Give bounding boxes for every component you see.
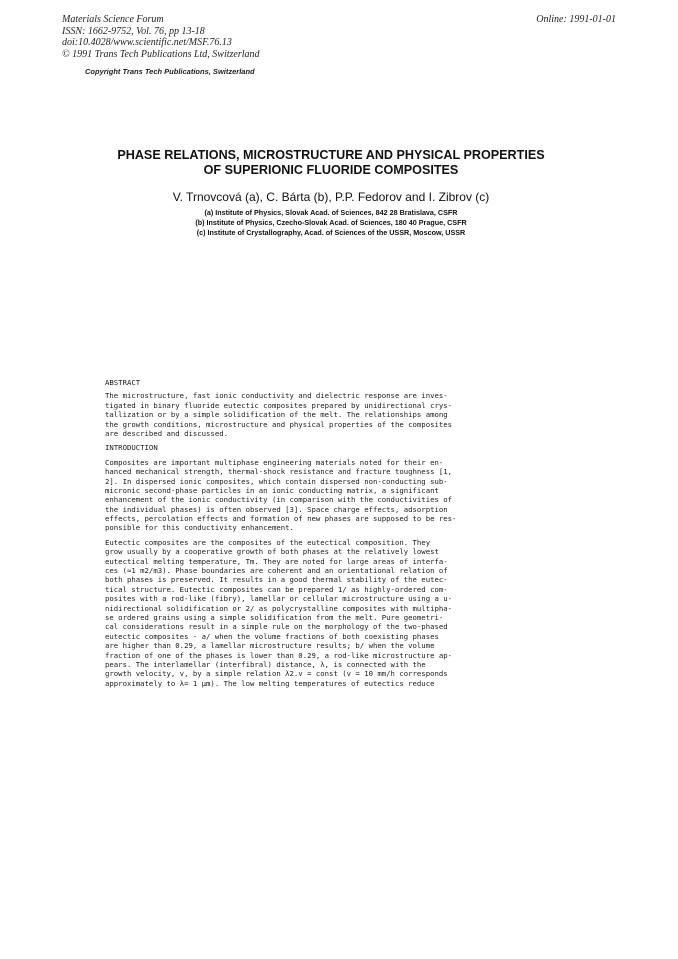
- journal-publisher: © 1991 Trans Tech Publications Ltd, Switzerland: [62, 48, 260, 60]
- paragraph-line: posites with a rod-like (fibry), lamellar or cellular microstructure using a u-: [105, 594, 453, 604]
- paragraph-line: hanced mechanical strength, thermal-shock resistance and fracture toughness [1,: [105, 467, 453, 477]
- paragraph-line: approximately to λ= 1 μm). The low melting temperatures of eutectics reduce: [105, 678, 435, 688]
- introduction-paragraph-1: [105, 458, 545, 533]
- copyright-line: Copyright Trans Tech Publications, Switzerland: [85, 67, 255, 76]
- paragraph-line: 2]. In dispersed ionic composites, which contain dispersed non-conducting sub-: [105, 476, 448, 486]
- journal-issn: ISSN: 1662-9752, Vol. 76, pp 13-18: [62, 25, 205, 37]
- title-line-1: PHASE RELATIONS, MICROSTRUCTURE AND PHYSICAL PROPERTIES: [117, 148, 545, 162]
- title-line-2: OF SUPERIONIC FLUORIDE COMPOSITES: [203, 162, 459, 177]
- affiliation-b: (b) Institute of Physics, Czecho-Slovak Acad. of Sciences, 180 40 Prague, CSFR: [195, 218, 467, 227]
- journal-doi: doi:10.4028/www.scientific.net/MSF.76.13: [62, 37, 232, 48]
- paragraph-line: tical structure. Eutectic composites can be prepared 1/ as highly-ordered com-: [105, 584, 448, 594]
- paragraph-line: Eutectic composites are the composites of the eutectical composition. They: [105, 537, 431, 547]
- paragraph-line: grow usually by a cooperative growth of both phases at the relatively lowest: [105, 547, 439, 557]
- abstract-line: tallization or by a simple solidification of the melt. The relationships among: [105, 410, 448, 420]
- paragraph-line: the individual phases) is often observed [3]. Space charge effects, adsorption: [105, 504, 448, 514]
- author-list: V. Trnovcová (a), C. Bárta (b), P.P. Fedorov and I. Zibrov (c): [172, 190, 490, 204]
- paragraph-line: fraction of one of the phases is lower than 0.29, a rod-like microstructure ap-: [105, 650, 453, 660]
- introduction-paragraph-2: [105, 538, 545, 688]
- paragraph-line: ces (≈1 m2/m3). Phase boundaries are coherent and an orientational relation of: [105, 566, 448, 576]
- abstract-heading: ABSTRACT: [105, 378, 141, 387]
- abstract-line: The microstructure, fast ionic conductivity and dielectric response are inves-: [105, 391, 448, 401]
- introduction-heading: INTRODUCTION: [105, 443, 158, 453]
- paper-body: [105, 378, 545, 688]
- affiliation-list: [96, 208, 566, 238]
- paragraph-line: cal considerations result in a simple rule on the morphology of the two-phased: [105, 622, 448, 632]
- paragraph-line: pears. The interlamellar (interfibral) distance, λ, is connected with the: [105, 659, 426, 669]
- paragraph-line: eutectical melting temperature, Tm. They are noted for large areas of interfa-: [105, 556, 448, 566]
- paragraph-line: are higher than 0.29, a lamellar microstructure results; b/ when the volume: [105, 641, 435, 651]
- abstract-line: are described and discussed.: [105, 428, 229, 438]
- paragraph-line: nidirectional solidification or 2/ as polycrystalline composites with multipha-: [105, 603, 453, 613]
- paragraph-line: micronic second-phase particles in an ionic conducting matrix, a significant: [105, 485, 439, 495]
- affiliation-c: (c) Institute of Crystallography, Acad. of Sciences of the USSR, Moscow, USSR: [196, 228, 466, 237]
- paragraph-line: Composites are important multiphase engineering materials noted for their en-: [105, 457, 444, 467]
- online-date: Online: 1991-01-01: [536, 14, 616, 25]
- paragraph-line: enhancement of the ionic conductivity (in comparison with the conductivities of: [105, 495, 453, 505]
- paragraph-line: ponsible for this conductivity enhancement.: [105, 523, 294, 533]
- journal-name: Materials Science Forum: [62, 14, 164, 25]
- abstract-line: tigated in binary fluoride eutectic composites prepared by unidirectional crys-: [105, 400, 453, 410]
- abstract-text: [105, 391, 545, 438]
- journal-header: [62, 14, 260, 60]
- paragraph-line: eutectic composites - a/ when the volume fractions of both coexisting phases: [105, 631, 439, 641]
- paragraph-line: growth velocity, v, by a simple relation λ2.v = const (v = 10 mm/h corresponds: [105, 669, 448, 679]
- affiliation-a: (a) Institute of Physics, Slovak Acad. of Sciences, 842 28 Bratislava, CSFR: [204, 208, 458, 217]
- paragraph-line: both phases is preserved. It results in a good thermal stability of the eutec-: [105, 575, 448, 585]
- paragraph-line: effects, percolation effects and formation of new phases are supposed to be res-: [105, 514, 457, 524]
- abstract-line: the growth conditions, microstructure and physical properties of the composites: [105, 419, 453, 429]
- paper-title: [96, 148, 566, 177]
- paragraph-line: se ordered grains using a simple solidification from the melt. Pure geometri-: [105, 612, 444, 622]
